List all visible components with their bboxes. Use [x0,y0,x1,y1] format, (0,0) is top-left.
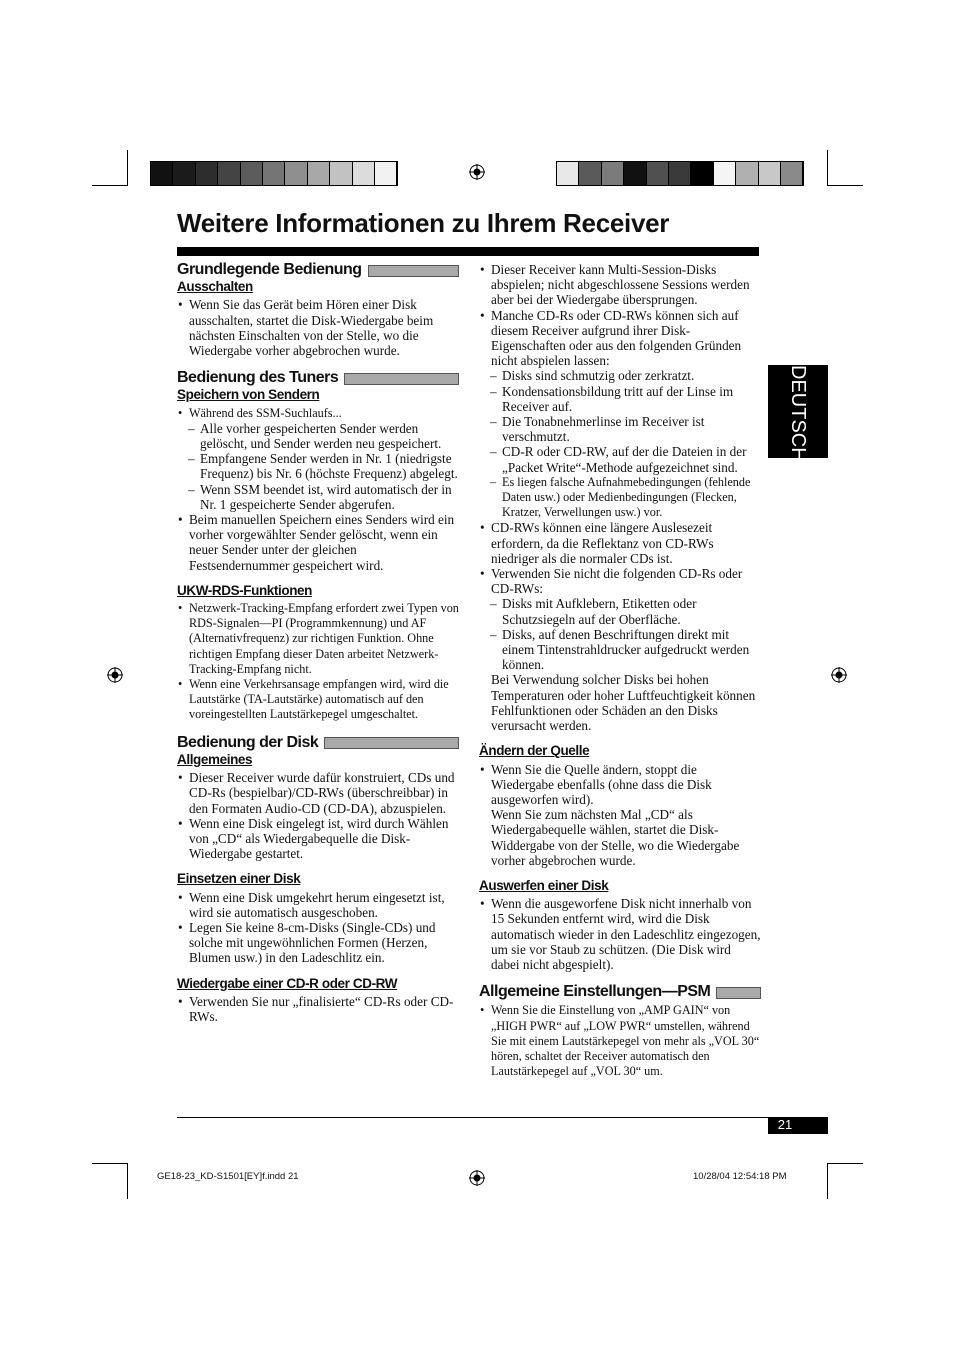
color-swatch [375,162,397,185]
bullet-list [479,762,761,868]
list-item: • Wenn eine Disk eingelegt ist, wird durch Wählen von „CD“ als Wiedergabequelle die Disk-Wiedergabe gestartet. [177,816,459,862]
color-swatch [714,162,736,185]
bullet-list [177,601,459,723]
bottom-rule [177,1117,828,1118]
bullet-list [479,1003,761,1079]
heading-bar [368,265,459,277]
bullet-list [479,262,761,368]
color-swatch [759,162,781,185]
color-swatch [353,162,375,185]
color-swatch [781,162,803,185]
list-item: • Dieser Receiver kann Multi-Session-Disks abspielen; nicht abgeschlossene Sessions werden aber bei der Wiedergabe übersprungen. [479,262,761,308]
subsection-heading: Ausschalten [177,279,253,295]
list-item: – Es liegen falsche Aufnahmebedingungen (fehlende Daten usw.) oder Medienbedingungen (Flecken, Kratzer, Verwellungen usw.) vor. [479,475,761,521]
list-item: Bei Verwendung solcher Disks bei hohen Temperaturen oder hoher Luftfeuchtigkeit können Fehlfunktionen oder Schäden an den Disks verursacht werden. [491,672,756,734]
title-rule [177,247,759,256]
subsection-heading: Einsetzen einer Disk [177,871,301,887]
section-heading: Allgemeine Einstellungen—PSM [479,984,761,999]
language-tab [768,365,828,462]
heading-bar [344,373,459,385]
bullet-list [177,406,459,421]
subsection-heading: Auswerfen einer Disk [479,877,609,893]
list-item: • CD-RWs können eine längere Auslesezeit erfordern, da die Reflektanz von CD-RWs niedriger als die normaler CDs ist. [479,520,761,566]
color-swatch [647,162,669,185]
language-tab-label: DEUTSCH [787,365,809,462]
color-swatch [579,162,601,185]
right-column [479,262,761,1079]
color-swatch [624,162,646,185]
color-swatch [736,162,758,185]
color-swatch [241,162,263,185]
list-item: • Netzwerk-Tracking-Empfang erfordert zwei Typen von RDS-Signalen—PI (Programmkennung) und AF (Alternativfrequenz) zur richtigen Funktion. Ohne richtigen Empfang dieser Daten arbeitet Netzwerk-Tracking-Empfang nicht. [177,601,459,677]
list-item: – Disks sind schmutzig oder zerkratzt. [479,368,761,383]
footer-filename: GE18-23_KD-S1501[EY]f.indd 21 [157,1171,299,1182]
bullet-list [479,520,761,733]
subsection-heading: Ändern der Quelle [479,743,590,759]
color-swatch [330,162,352,185]
color-swatch [285,162,307,185]
list-item: – Disks, auf denen Beschriftungen direkt mit einem Tintenstrahldrucker aufgedruckt werden können. [479,627,761,673]
bullet-list [177,770,459,861]
registration-mark-icon [831,667,847,683]
list-item: • Verwenden Sie nur „finalisierte“ CD-Rs oder CD-RWs. [177,994,459,1024]
heading-bar [324,737,459,749]
bullet-list [479,896,761,972]
list-item: • Während des SSM-Suchlaufs... [177,406,459,421]
color-swatch [602,162,624,185]
list-item: • Wenn Sie das Gerät beim Hören einer Disk ausschalten, startet die Disk-Wiedergabe beim nächsten Einschalten von der Stelle, wo die Wiedergabe vorher abgebrochen wurde. [177,297,459,358]
list-item: • Wenn eine Verkehrsansage empfangen wird, wird die Lautstärke (TA-Lautstärke) automatisch auf den voreingestellten Lautstärkepegel umgeschaltet. [177,677,459,723]
dash-list [177,421,459,573]
color-swatch [691,162,713,185]
color-swatch [263,162,285,185]
dash-list [479,368,761,520]
list-item: • Dieser Receiver wurde dafür konstruiert, CDs und CD-Rs (bespielbar)/CD-RWs (überschreibbar) in den Formaten Audio-CD (CD-DA), abzuspielen. [177,770,459,816]
list-item: • Wenn die ausgeworfene Disk nicht innerhalb von 15 Sekunden entfernt wird, wird die Disk automatisch wieder in den Ladeschlitz eingezogen, um sie vor Staub zu schützen. (Die Disk wird dabei nicht abgespielt). [479,896,761,972]
color-swatch [669,162,691,185]
list-item: – Kondensationsbildung tritt auf der Linse im Receiver auf. [479,384,761,414]
color-swatch [173,162,195,185]
footer-timestamp: 10/28/04 12:54:18 PM [693,1171,787,1182]
subsection-heading: Wiedergabe einer CD-R oder CD-RW [177,975,398,991]
list-item: • Legen Sie keine 8-cm-Disks (Single-CDs) und solche mit ungewöhnlichen Formen (Herzen, Blumen usw.) in den Ladeschlitz ein. [177,920,459,966]
list-item: • Verwenden Sie nicht die folgenden CD-Rs oder CD-RWs: [479,566,761,596]
registration-mark-icon [107,667,123,683]
color-strip-right [556,161,804,186]
list-item: Wenn Sie zum nächsten Mal „CD“ als Wiedergabequelle wählen, startet die Disk-Widdergabe von der Stelle, wo die Wiedergabe vorher abgebrochen wurde. [491,807,740,868]
list-item: • Wenn Sie die Quelle ändern, stoppt die Wiedergabe ebenfalls (ohne dass die Disk ausgeworfen wird). [479,762,761,808]
list-item: – Disks mit Aufklebern, Etiketten oder Schutzsiegeln auf der Oberfläche. [479,596,761,626]
list-item: – Alle vorher gespeicherten Sender werden gelöscht, und Sender werden neu gespeichert. [177,421,459,451]
subsection-heading: Speichern von Sendern [177,387,320,403]
bullet-list [177,297,459,358]
registration-mark-icon [469,1170,485,1186]
registration-mark-icon [469,164,485,180]
color-strip-left [150,161,398,186]
color-swatch [557,162,579,185]
list-item: – Wenn SSM beendet ist, wird automatisch der in Nr. 1 gespeicherte Sender abgerufen. [177,482,459,512]
list-item: • Beim manuellen Speichern eines Senders wird ein vorher vorgewählter Sender gelöscht, wenn ein neuer Sender unter der gleichen Festsendernummer gespeichert wird. [177,512,459,573]
list-item: • Wenn Sie die Einstellung von „AMP GAIN“ von „HIGH PWR“ auf „LOW PWR“ umstellen, während Sie mit einem Lautstärkepegel von mehr als „VOL 30“ hören, schaltet der Receiver automatisch den Lautstärkepegel auf „VOL 30“ um. [479,1003,761,1079]
list-item: – Die Tonabnehmerlinse im Receiver ist verschmutzt. [479,414,761,444]
bullet-list [177,890,459,966]
color-swatch [308,162,330,185]
list-item: – Empfangene Sender werden in Nr. 1 (niedrigste Frequenz) bis Nr. 6 (höchste Frequenz) abgelegt. [177,451,459,481]
list-item: – CD-R oder CD-RW, auf der die Dateien in der „Packet Write“-Methode aufgezeichnet sind. [479,444,761,474]
subsection-heading: Allgemeines [177,751,253,767]
subsection-heading: UKW-RDS-Funktionen [177,582,313,598]
section-heading: Grundlegende Bedienung [177,262,459,277]
page-title: Weitere Informationen zu Ihrem Receiver [177,208,670,238]
list-item: • Manche CD-Rs oder CD-RWs können sich auf diesem Receiver aufgrund ihrer Disk-Eigenschaften oder aus den folgenden Gründen nicht abspielen lassen: [479,308,761,369]
left-column [177,262,459,1024]
section-heading: Bedienung der Disk [177,735,459,750]
list-item: • Wenn eine Disk umgekehrt herum eingesetzt ist, wird sie automatisch ausgeschoben. [177,890,459,920]
heading-bar [716,987,761,999]
color-swatch [218,162,240,185]
color-swatch [196,162,218,185]
bullet-list [177,994,459,1024]
section-heading: Bedienung des Tuners [177,370,459,385]
color-swatch [151,162,173,185]
page-number: 21 [777,1117,793,1132]
